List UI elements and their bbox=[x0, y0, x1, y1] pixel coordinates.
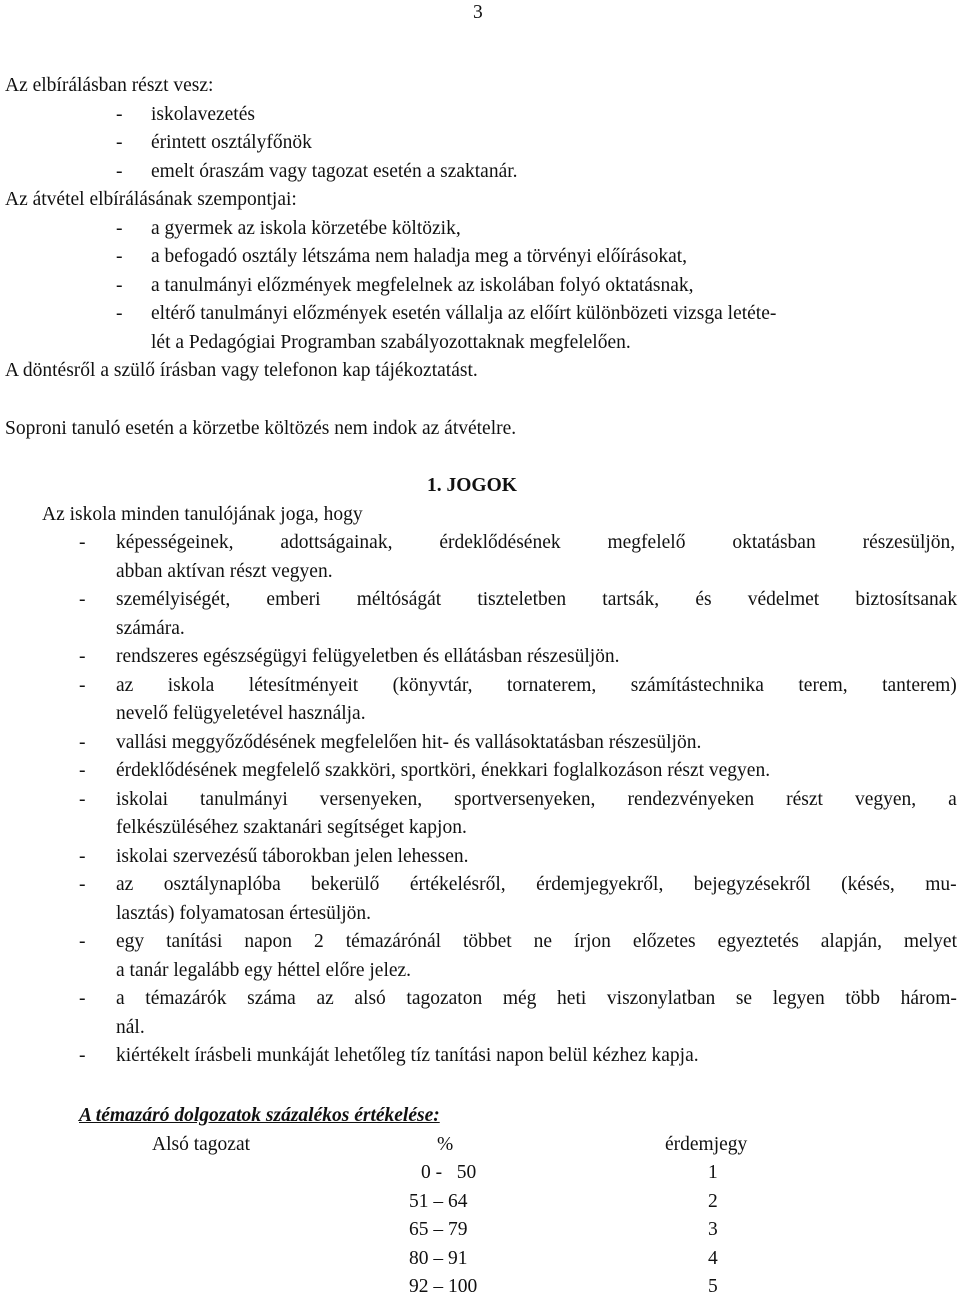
grading-header-percent: % bbox=[437, 1134, 454, 1155]
criteria-item: a tanulmányi előzmények megfelelnek az iskolában folyó oktatásnak, bbox=[151, 275, 694, 296]
dash-marker: - bbox=[116, 246, 123, 267]
criteria-item: eltérő tanulmányi előzmények esetén vállalja az előírt különbözeti vizsga letéte- bbox=[151, 303, 777, 324]
grading-range: 51 – 64 bbox=[409, 1191, 468, 1212]
rights-item-continuation: lasztás) folyamatosan értesüljön. bbox=[116, 903, 372, 924]
decision-text: A döntésről a szülő írásban vagy telefonon kap tájékoztatást. bbox=[5, 360, 478, 381]
dash-marker: - bbox=[79, 589, 86, 610]
rights-item-continuation: nál. bbox=[116, 1017, 145, 1038]
rights-item-continuation: számára. bbox=[116, 618, 185, 639]
rights-item-continuation: nevelő felügyeletével használja. bbox=[116, 703, 366, 724]
dash-marker: - bbox=[79, 874, 86, 895]
grading-grade: 3 bbox=[708, 1219, 718, 1240]
rights-item: vallási meggyőződésének megfelelően hit- és vallásoktatásban részesüljön. bbox=[116, 732, 702, 753]
grading-grade: 2 bbox=[708, 1191, 718, 1212]
rights-item: kiértékelt írásbeli munkáját lehetőleg tíz tanítási napon belül kézhez kapja. bbox=[116, 1045, 699, 1066]
rights-title: 1. JOGOK bbox=[427, 475, 517, 496]
criteria-item: a befogadó osztály létszáma nem haladja meg a törvényi előírásokat, bbox=[151, 246, 688, 267]
rights-item: képességeinek, adottságainak, érdeklődésének megfelelő oktatásban részesüljön, bbox=[116, 532, 956, 553]
criteria-item-continuation: lét a Pedagógiai Programban szabályozottaknak megfelelően. bbox=[151, 332, 631, 353]
intro-heading: Az elbírálásban részt vesz: bbox=[5, 75, 214, 96]
criteria-item: a gyermek az iskola körzetébe költözik, bbox=[151, 218, 461, 239]
grading-header-grade: érdemjegy bbox=[665, 1134, 748, 1155]
rights-item-continuation: abban aktívan részt vegyen. bbox=[116, 561, 333, 582]
grading-range: 80 – 91 bbox=[409, 1248, 468, 1269]
intro-item: érintett osztályfőnök bbox=[151, 132, 312, 153]
rights-item: iskolai tanulmányi versenyeken, sportversenyeken, rendezvényeken részt vegyen, a bbox=[116, 789, 957, 810]
rights-item: rendszeres egészségügyi felügyeletben és ellátásban részesüljön. bbox=[116, 646, 620, 667]
rights-item: iskolai szervezésű táborokban jelen lehessen. bbox=[116, 846, 469, 867]
dash-marker: - bbox=[116, 161, 123, 182]
rights-item-continuation: felkészüléséhez szaktanári segítséget kapjon. bbox=[116, 817, 467, 838]
grading-title: A témazáró dolgozatok százalékos értékelése: bbox=[79, 1105, 440, 1126]
dash-marker: - bbox=[116, 303, 123, 324]
grading-header-level: Alsó tagozat bbox=[152, 1134, 251, 1155]
rights-item: az osztálynaplóba bekerülő értékelésről, érdemjegyekről, bejegyzésekről (késés, mu- bbox=[116, 874, 957, 895]
dash-marker: - bbox=[116, 132, 123, 153]
rights-item: az iskola létesítményeit (könyvtár, tornaterem, számítástechnika terem, tanterem) bbox=[116, 675, 957, 696]
grading-range: 92 – 100 bbox=[409, 1276, 478, 1297]
criteria-heading: Az átvétel elbírálásának szempontjai: bbox=[5, 189, 297, 210]
grading-grade: 1 bbox=[708, 1162, 718, 1183]
dash-marker: - bbox=[79, 532, 86, 553]
dash-marker: - bbox=[79, 1045, 86, 1066]
dash-marker: - bbox=[79, 988, 86, 1009]
dash-marker: - bbox=[116, 275, 123, 296]
grading-range: 0 - 50 bbox=[421, 1162, 477, 1183]
grading-grade: 5 bbox=[708, 1276, 718, 1297]
dash-marker: - bbox=[79, 846, 86, 867]
dash-marker: - bbox=[79, 760, 86, 781]
dash-marker: - bbox=[79, 931, 86, 952]
rights-item-continuation: a tanár legalább egy héttel előre jelez. bbox=[116, 960, 412, 981]
dash-marker: - bbox=[79, 646, 86, 667]
dash-marker: - bbox=[116, 218, 123, 239]
page-number: 3 bbox=[473, 2, 483, 23]
rights-item: egy tanítási napon 2 témazárónál többet ne írjon előzetes egyeztetés alapján, melyet bbox=[116, 931, 957, 952]
intro-item: emelt óraszám vagy tagozat esetén a szaktanár. bbox=[151, 161, 518, 182]
dash-marker: - bbox=[79, 675, 86, 696]
grading-grade: 4 bbox=[708, 1248, 718, 1269]
rights-item: érdeklődésének megfelelő szakköri, sportköri, énekkari foglalkozáson részt vegyen. bbox=[116, 760, 771, 781]
dash-marker: - bbox=[79, 789, 86, 810]
dash-marker: - bbox=[116, 104, 123, 125]
rights-item: a témazárók száma az alsó tagozaton még heti viszonylatban se legyen több három- bbox=[116, 988, 957, 1009]
sopron-note: Soproni tanuló esetén a körzetbe költözés nem indok az átvételre. bbox=[5, 418, 517, 439]
grading-range: 65 – 79 bbox=[409, 1219, 468, 1240]
intro-item: iskolavezetés bbox=[151, 104, 255, 125]
dash-marker: - bbox=[79, 732, 86, 753]
rights-item: személyiségét, emberi méltóságát tiszteletben tartsák, és védelmet biztosítsanak bbox=[116, 589, 958, 610]
rights-intro: Az iskola minden tanulójának joga, hogy bbox=[42, 504, 363, 525]
